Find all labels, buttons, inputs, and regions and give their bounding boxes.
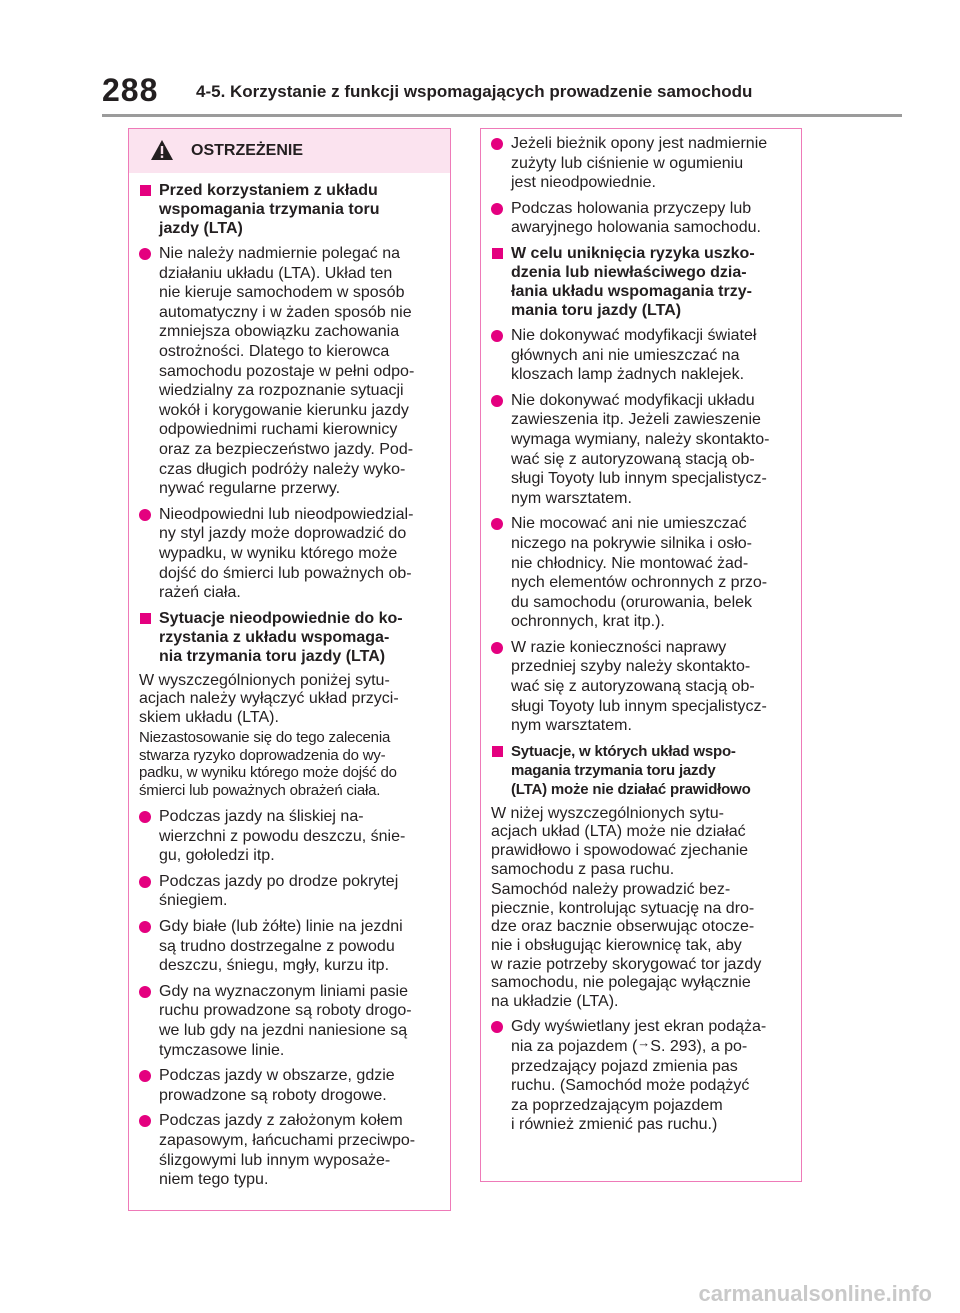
paragraph: Samochód należy prowadzić bez- piecznie, kontrolując sytuację na dro- dze oraz bacznie obserwując otocze- nie i obsługując kierownicę tak, aby w razie potrzeby skorygować tor jazdy samochodu, nie polegając wyłącznie na układzie (LTA). [491, 881, 762, 1010]
bullet-item: Gdy białe (lub żółte) linie na jezdni są trudno dostrzegalne z powodu deszczu, śniegu, mgły, kurzu itp. [139, 917, 444, 976]
bullet-item: Podczas jazdy w obszarze, gdzie prowadzone są roboty drogowe. [139, 1066, 444, 1105]
bullet-text: Gdy wyświetlany jest ekran podąża- nia za pojazdem ( [511, 1018, 767, 1055]
bullet-item: Podczas jazdy na śliskiej na- wierzchni z powodu deszczu, śnie- gu, gołoledzi itp. [139, 807, 444, 866]
bullet-item: Nie dokonywać modyfikacji świateł głównych ani nie umieszczać na kloszach lamp żadnych naklejek. [491, 326, 795, 385]
watermark: carmanualsonline.info [698, 1281, 932, 1306]
section-heading: Sytuacje, w których układ wspo- magania trzymania toru jazdy (LTA) może nie działać prawidłowo [491, 742, 795, 799]
bullet-item: W razie konieczności naprawy przedniej szyby należy skontakto- wać się z autoryzowaną stacją ob- sługi Toyoty lub innym specjalistycz- nym warsztatem. [491, 638, 795, 736]
warning-title: OSTRZEŻENIE [191, 142, 304, 159]
arrow-right-icon: → [637, 1034, 651, 1050]
section-heading: Przed korzystaniem z układu wspomagania trzymania toru jazdy (LTA) [139, 181, 444, 238]
section-title: 4-5. Korzystanie z funkcji wspomagających prowadzenie samochodu [196, 82, 753, 101]
paragraph: W niżej wyszczególnionych sytu- acjach układ (LTA) może nie działać prawidłowo i spowodować zjechanie samochodu z pasa ruchu. [491, 804, 749, 878]
page-reference-link[interactable]: S. 293), a po- przedzający pojazd zmienia pas ruchu. (Samochód może podążyć za poprzedzającym pojazdem i również zmienić pas ruchu.) [511, 1037, 750, 1134]
bullet-item: Podczas jazdy z założonym kołem zapasowym, łańcuchami przeciwpo- ślizgowymi lub innym wyposaże- niem tego typu. [139, 1111, 444, 1189]
paragraph-small: Niezastosowanie się do tego zalecenia stwarza ryzyko doprowadzenia do wy- padku, w wyniku którego może dojść do śmierci lub poważnych obrażeń ciała. [139, 729, 397, 799]
bullet-item: Nie mocować ani nie umieszczać niczego na pokrywie silnika i osło- nie chłodnicy. Nie montować żad- nych elementów ochronnych z przo- du samochodu (orurowania, belek ochronnych, krat itp.). [491, 514, 795, 632]
warning-content-left [129, 173, 450, 1190]
warning-header [129, 129, 450, 173]
bullet-item: Gdy na wyznaczonym liniami pasie ruchu prowadzone są roboty drogo- we lub gdy na jezdni naniesione są tymczasowe linie. [139, 982, 444, 1060]
page-number: 288 [102, 72, 159, 108]
bullet-item: Podczas jazdy po drodze pokrytej śniegiem. [139, 872, 444, 911]
warning-triangle-icon [150, 139, 174, 161]
header-rule [102, 114, 902, 117]
bullet-item [491, 1017, 795, 1135]
section-heading: W celu uniknięcia ryzyka uszko- dzenia lub niewłaściwego dzia- łania układu wspomagania trzy- mania toru jazdy (LTA) [491, 244, 795, 320]
warning-box-left [128, 128, 451, 1211]
warning-box-right [480, 128, 802, 1182]
bullet-item: Jeżeli bieżnik opony jest nadmiernie zużyty lub ciśnienie w ogumieniu jest nieodpowiednie. [491, 134, 795, 193]
bullet-item: Nie należy nadmiernie polegać na działaniu układu (LTA). Układ ten nie kieruje samochodem w sposób automatyczny i w żaden sposób nie zmniejsza obowiązku zachowania ostrożności. Dlatego to kierowca samochodu pozostaje w pełni odpo- wiedzialny za rozpoznanie sytuacji wokół i korygowanie kierunku jazdy odpowiednimi ruchami kierownicy oraz za bezpieczeństwo jazdy. Pod- czas długich podróży należy wyko- nywać regularne przerwy. [139, 244, 444, 499]
section-heading: Sytuacje nieodpowiednie do ko- rzystania z układu wspomaga- nia trzymania toru jazdy (LTA) [139, 609, 444, 666]
warning-content-right [481, 129, 801, 1135]
paragraph: W wyszczególnionych poniżej sytu- acjach należy wyłączyć układ przyci- skiem układu (LTA). [139, 671, 399, 726]
bullet-item: Nieodpowiedni lub nieodpowiedzial- ny styl jazdy może doprowadzić do wypadku, w wyniku którego może dojść do śmierci lub poważnych ob- rażeń ciała. [139, 505, 444, 603]
bullet-item: Podczas holowania przyczepy lub awaryjnego holowania samochodu. [491, 199, 795, 238]
bullet-item: Nie dokonywać modyfikacji układu zawieszenia itp. Jeżeli zawieszenie wymaga wymiany, należy skontakto- wać się z autoryzowaną stacją ob- sługi Toyoty lub innym specjalistycz- nym warsztatem. [491, 391, 795, 509]
page-header [102, 72, 902, 118]
